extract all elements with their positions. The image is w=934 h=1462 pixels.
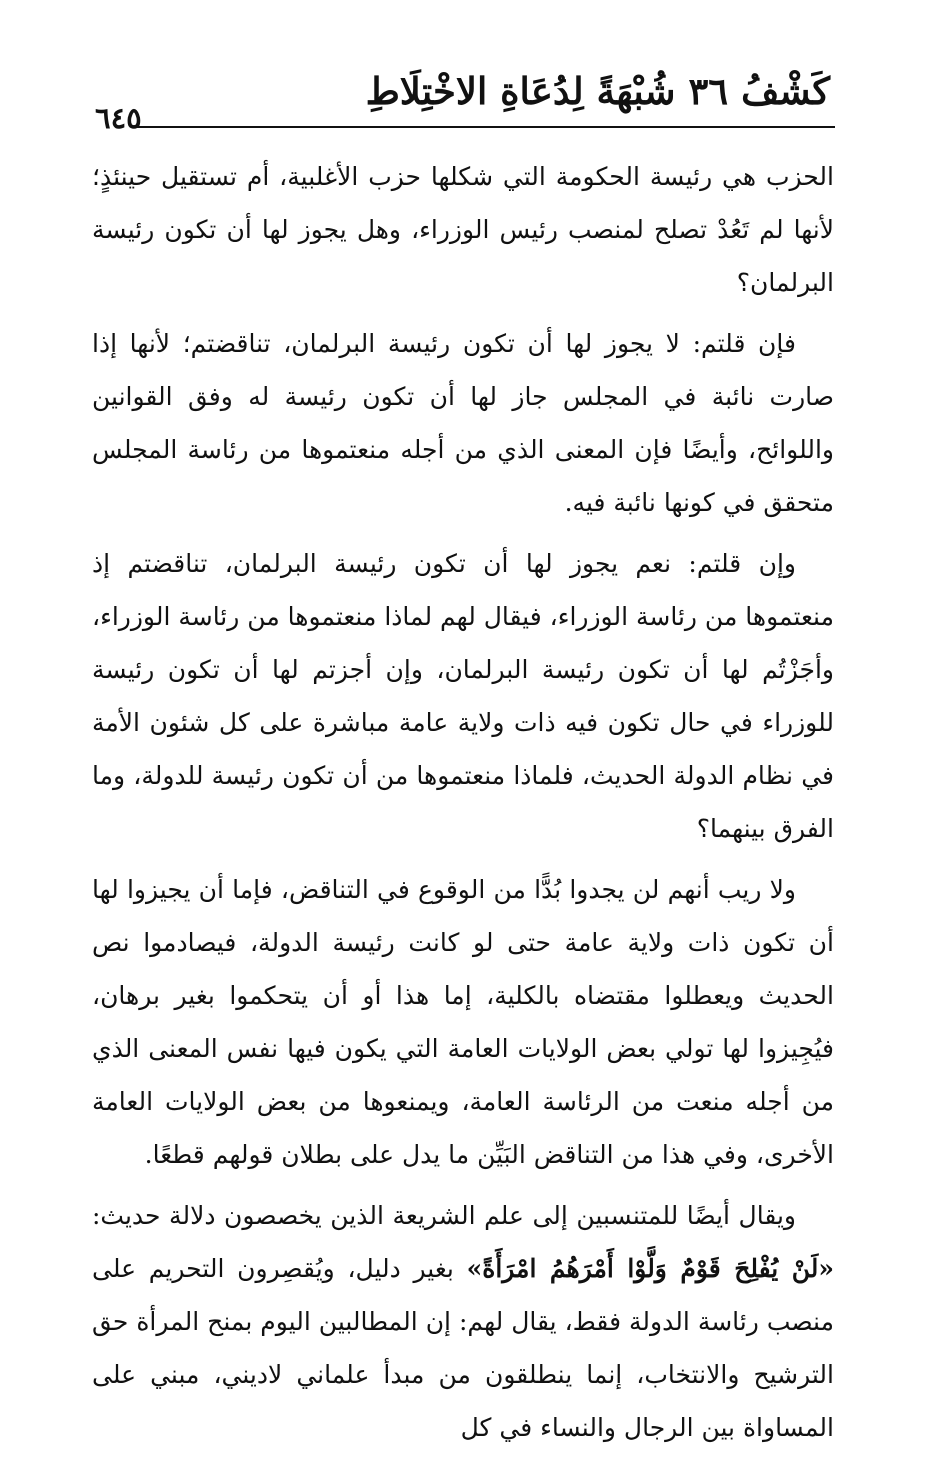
paragraph-5-text-before: ويقال أيضًا للمتنسبين إلى علم الشريعة الذين يخصصون دلالة حديث: [92,1201,796,1230]
running-title: كَشْفُ ٣٦ شُبْهَةً لِدُعَاةِ الاخْتِلَاطِ [365,69,830,113]
paragraph-4: ولا ريب أنهم لن يجدوا بُدًّا من الوقوع في التناقض، فإما أن يجيزوا لها أن تكون ذات ولاية عامة حتى لو كانت رئيسة الدولة، فيصادموا نص الحديث ويعطلوا مقتضاه بالكلية، إما هذا أو أن يتحكموا بغير برهان، فيُجِيزوا لها تولي بعض الولايات العامة التي يكون فيها نفس المعنى الذي من أجله منعت من الرئاسة العامة، ويمنعوها من بعض الولايات العامة الأخرى، وفي هذا من التناقض البَيِّن ما يدل على بطلان قولهم قطعًا. [92,875,834,1169]
hadith-quote: «لَنْ يُفْلِحَ قَوْمٌ وَلَّوْا أَمْرَهُمُ امْرَأَةً» [466,1254,834,1283]
page-number: ٦٤٥ [95,101,142,135]
page-header [95,60,830,140]
paragraph-5-text-after: بغير دليل، ويُقصِرون التحريم على منصب رئاسة الدولة فقط، يقال لهم: إن المطالبين اليوم بمنح المرأة حق الترشيح والانتخاب، إنما ينطلقون من مبدأ علماني لاديني، مبني على المساواة بين الرجال والنساء في كل [92,1254,834,1442]
paragraph-1: الحزب هي رئيسة الحكومة التي شكلها حزب الأغلبية، أم تستقيل حينئذٍ؛ لأنها لم تَعُدْ تصلح لمنصب رئيس الوزراء، وهل يجوز لها أن تكون رئيسة البرلمان؟ [92,162,834,297]
header-rule [137,126,835,128]
paragraph-3: وإن قلتم: نعم يجوز لها أن تكون رئيسة البرلمان، تناقضتم إذ منعتموها من رئاسة الوزراء، فيقال لهم لماذا منعتموها من رئاسة الوزراء، وأجَزْتُم لها أن تكون رئيسة البرلمان، وإن أجزتم لها أن تكون رئيسة للوزراء في حال تكون فيه ذات ولاية عامة مباشرة على كل شئون الأمة في نظام الدولة الحديث، فلماذا منعتموها من أن تكون رئيسة للدولة، وما الفرق بينهما؟ [92,549,834,843]
paragraph-2: فإن قلتم: لا يجوز لها أن تكون رئيسة البرلمان، تناقضتم؛ لأنها إذا صارت نائبة في المجلس جاز لها أن تكون رئيسة له وفق القوانين واللوائح، وأيضًا فإن المعنى الذي من أجله منعتموها من رئاسة المجلس متحقق في كونها نائبة فيه. [92,329,834,517]
body-text [92,150,834,1462]
paragraph-5 [92,1189,834,1454]
